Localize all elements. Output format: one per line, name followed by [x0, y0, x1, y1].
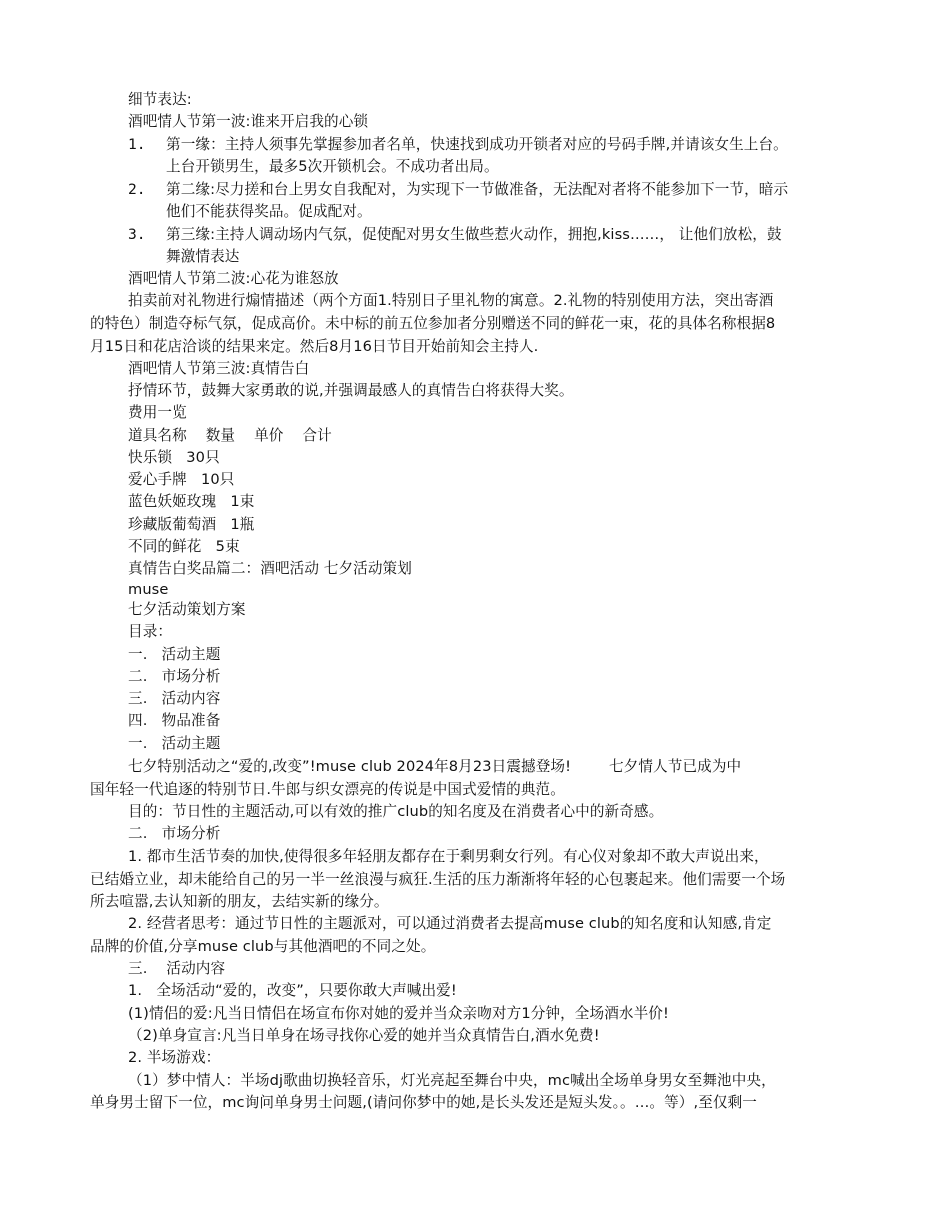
table-row: 不同的鲜花 5束 — [128, 538, 240, 555]
text-line: （2)单身宣言:凡当日单身在场寻找你心爱的她并当众真情告白,酒水免费! — [128, 1027, 600, 1044]
text-line: 单身男士留下一位，mc询问单身男士问题,(请问你梦中的她,是长头发还是短头发。。…。等）,至仅剩一 — [90, 1094, 757, 1111]
text-line: 细节表达: — [128, 91, 192, 108]
toc-item: 二. 市场分析 — [128, 668, 221, 685]
table-row: 珍藏版葡萄酒 1瓶 — [128, 516, 255, 533]
table-header-line: 道具名称 数量 单价 合计 — [128, 427, 332, 444]
text-line: 他们不能获得奖品。促成配对。 — [166, 203, 372, 220]
list-number: 2. — [128, 181, 146, 198]
list-number: 3. — [128, 226, 146, 243]
table-row: 蓝色妖姬玫瑰 1束 — [128, 493, 255, 510]
text-line: 上台开锁男生，最多5次开锁机会。不成功者出局。 — [166, 158, 499, 175]
text-line: 的特色）制造夺标气氛，促成高价。未中标的前五位参加者分别赠送不同的鲜花一束，花的具体名称根据8 — [90, 315, 776, 332]
table-row: 快乐锁 30只 — [128, 449, 220, 466]
section-heading: 二. 市场分析 — [128, 825, 221, 842]
section-heading: 酒吧情人节第三波:真情告白 — [128, 360, 310, 377]
toc-title: 目录： — [128, 623, 173, 640]
text-line: 七夕特别活动之“爱的,改变”!muse club 2024年8月23日震撼登场! 七夕情人节已成为中 — [128, 758, 742, 775]
text-line: 目的：节日性的主题活动,可以有效的推广club的知名度及在消费者心中的新奇感。 — [128, 803, 664, 820]
toc-item: 一. 活动主题 — [128, 646, 221, 663]
list-number: 1. — [128, 136, 146, 153]
text-line: 已结婚立业，却未能给自己的另一半一丝浪漫与疯狂.生活的压力渐渐将年轻的心包裹起来。他们需要一个场 — [90, 871, 786, 888]
text-line: 国年轻一代追逐的特别节日.牛郎与织女漂亮的传说是中国式爱情的典范。 — [90, 781, 565, 798]
toc-item: 四. 物品准备 — [128, 712, 221, 729]
text-line: 品牌的价值,分享muse club与其他酒吧的不同之处。 — [90, 938, 436, 955]
text-line: 费用一览 — [128, 404, 187, 421]
text-line: 2. 经营者思考：通过节日性的主题派对，可以通过消费者去提高muse club的知名度和认知感,肯定 — [128, 915, 772, 932]
text-line: 第一缘：主持人须事先掌握参加者名单，快速找到成功开锁者对应的号码手牌,并请该女生上台。 — [166, 136, 788, 153]
table-row: 爱心手牌 10只 — [128, 471, 235, 488]
text-line: 月15日和花店洽谈的结果来定。然后8月16日节目开始前知会主持人. — [90, 338, 539, 355]
text-line: 拍卖前对礼物进行煽情描述（两个方面1.特别日子里礼物的寓意。2.礼物的特别使用方法，突出寄酒 — [128, 292, 774, 309]
text-line: 所去喧嚣,去认知新的朋友，去结实新的缘分。 — [90, 893, 389, 910]
text-line: 1. 全场活动“爱的，改变”，只要你敢大声喊出爱! — [128, 982, 457, 999]
text-line: 第二缘:尽力搓和台上男女自我配对，为实现下一节做准备，无法配对者将不能参加下一节，暗示 — [166, 181, 789, 198]
toc-item: 三. 活动内容 — [128, 690, 221, 707]
text-line: 抒情环节，鼓舞大家勇敢的说,并强调最感人的真情告白将获得大奖。 — [128, 382, 574, 399]
text-line: 1. 都市生活节奏的加快,使得很多年轻朋友都存在于剩男剩女行列。有心仪对象却不敢大声说出来， — [128, 848, 769, 865]
text-line: 第三缘:主持人调动场内气氛，促使配对男女生做些惹火动作，拥抱,kiss……， 让他们放松，鼓 — [166, 226, 782, 243]
section-heading: 酒吧情人节第一波:谁来开启我的心锁 — [128, 113, 369, 130]
text-line: 舞激情表达 — [166, 248, 240, 265]
text-line: （1）梦中情人：半场dj歌曲切换轻音乐，灯光亮起至舞台中央，mc喊出全场单身男女至舞池中央， — [128, 1072, 776, 1089]
text-line: 真情告白奖品篇二：酒吧活动 七夕活动策划 — [128, 560, 412, 577]
text-line: muse — [128, 581, 169, 598]
section-heading: 酒吧情人节第二波:心花为谁怒放 — [128, 270, 339, 287]
text-line: (1)情侣的爱:凡当日情侣在场宣布你对她的爱并当众亲吻对方1分钟，全场酒水半价! — [128, 1005, 669, 1022]
text-line: 七夕活动策划方案 — [128, 601, 246, 618]
section-heading: 一. 活动主题 — [128, 735, 221, 752]
section-heading: 三. 活动内容 — [128, 960, 226, 977]
text-line: 2. 半场游戏： — [128, 1049, 221, 1066]
